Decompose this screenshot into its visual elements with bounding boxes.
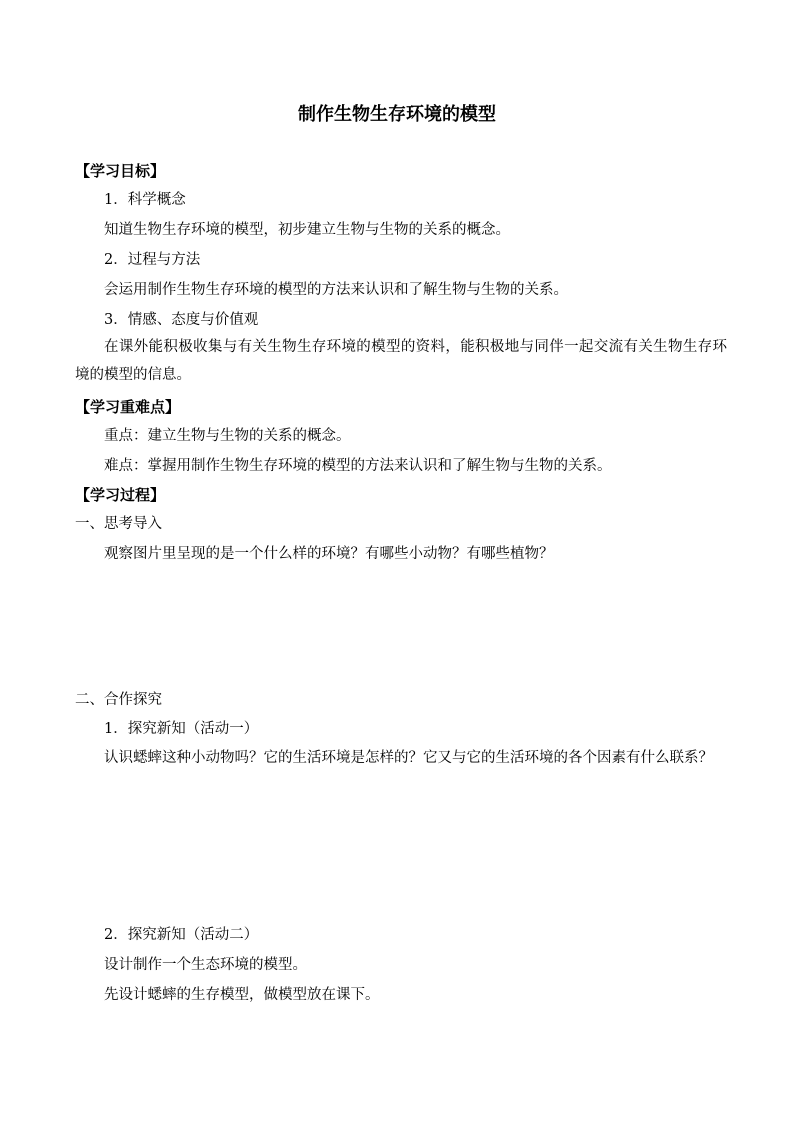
section-heading-learning-goals: 【学习目标】 [75, 162, 166, 180]
goal-item-1-label: 1．科学概念 [104, 192, 186, 208]
activity1-label: 1．探究新知（活动一） [104, 721, 259, 737]
goal-item-3-text: 在课外能积极收集与有关生物生存环境的模型的资料，能积极地与同伴一起交流有关生物生存环境的模型的信息。 [75, 339, 727, 383]
part1-heading: 一、思考导入 [75, 516, 162, 532]
section-heading-learning-process: 【学习过程】 [75, 486, 166, 504]
goal-item-2-text: 会运用制作生物生存环境的模型的方法来认识和了解生物与生物的关系。 [104, 282, 568, 298]
section-heading-key-points: 【学习重难点】 [75, 398, 181, 416]
part1-text: 观察图片里呈现的是一个什么样的环境？有哪些小动物？有哪些植物？ [104, 546, 554, 562]
activity2-text-1: 设计制作一个生态环境的模型。 [104, 957, 307, 973]
difficult-point-text: 难点：掌握用制作生物生存环境的模型的方法来认识和了解生物与生物的关系。 [104, 458, 612, 474]
activity2-label: 2．探究新知（活动二） [104, 927, 259, 943]
part2-heading: 二、合作探究 [75, 692, 162, 708]
goal-item-1-text: 知道生物生存环境的模型，初步建立生物与生物的关系的概念。 [104, 222, 510, 238]
key-point-text: 重点：建立生物与生物的关系的概念。 [104, 428, 351, 444]
activity2-text-2: 先设计蟋蟀的生存模型，做模型放在课下。 [104, 987, 380, 1003]
goal-item-3-label: 3．情感、态度与价值观 [104, 312, 259, 328]
document-title: 制作生物生存环境的模型 [298, 104, 496, 125]
activity1-text: 认识蟋蟀这种小动物吗？它的生活环境是怎样的？它又与它的生活环境的各个因素有什么联系？ [104, 750, 713, 766]
goal-item-2-label: 2．过程与方法 [104, 252, 201, 268]
